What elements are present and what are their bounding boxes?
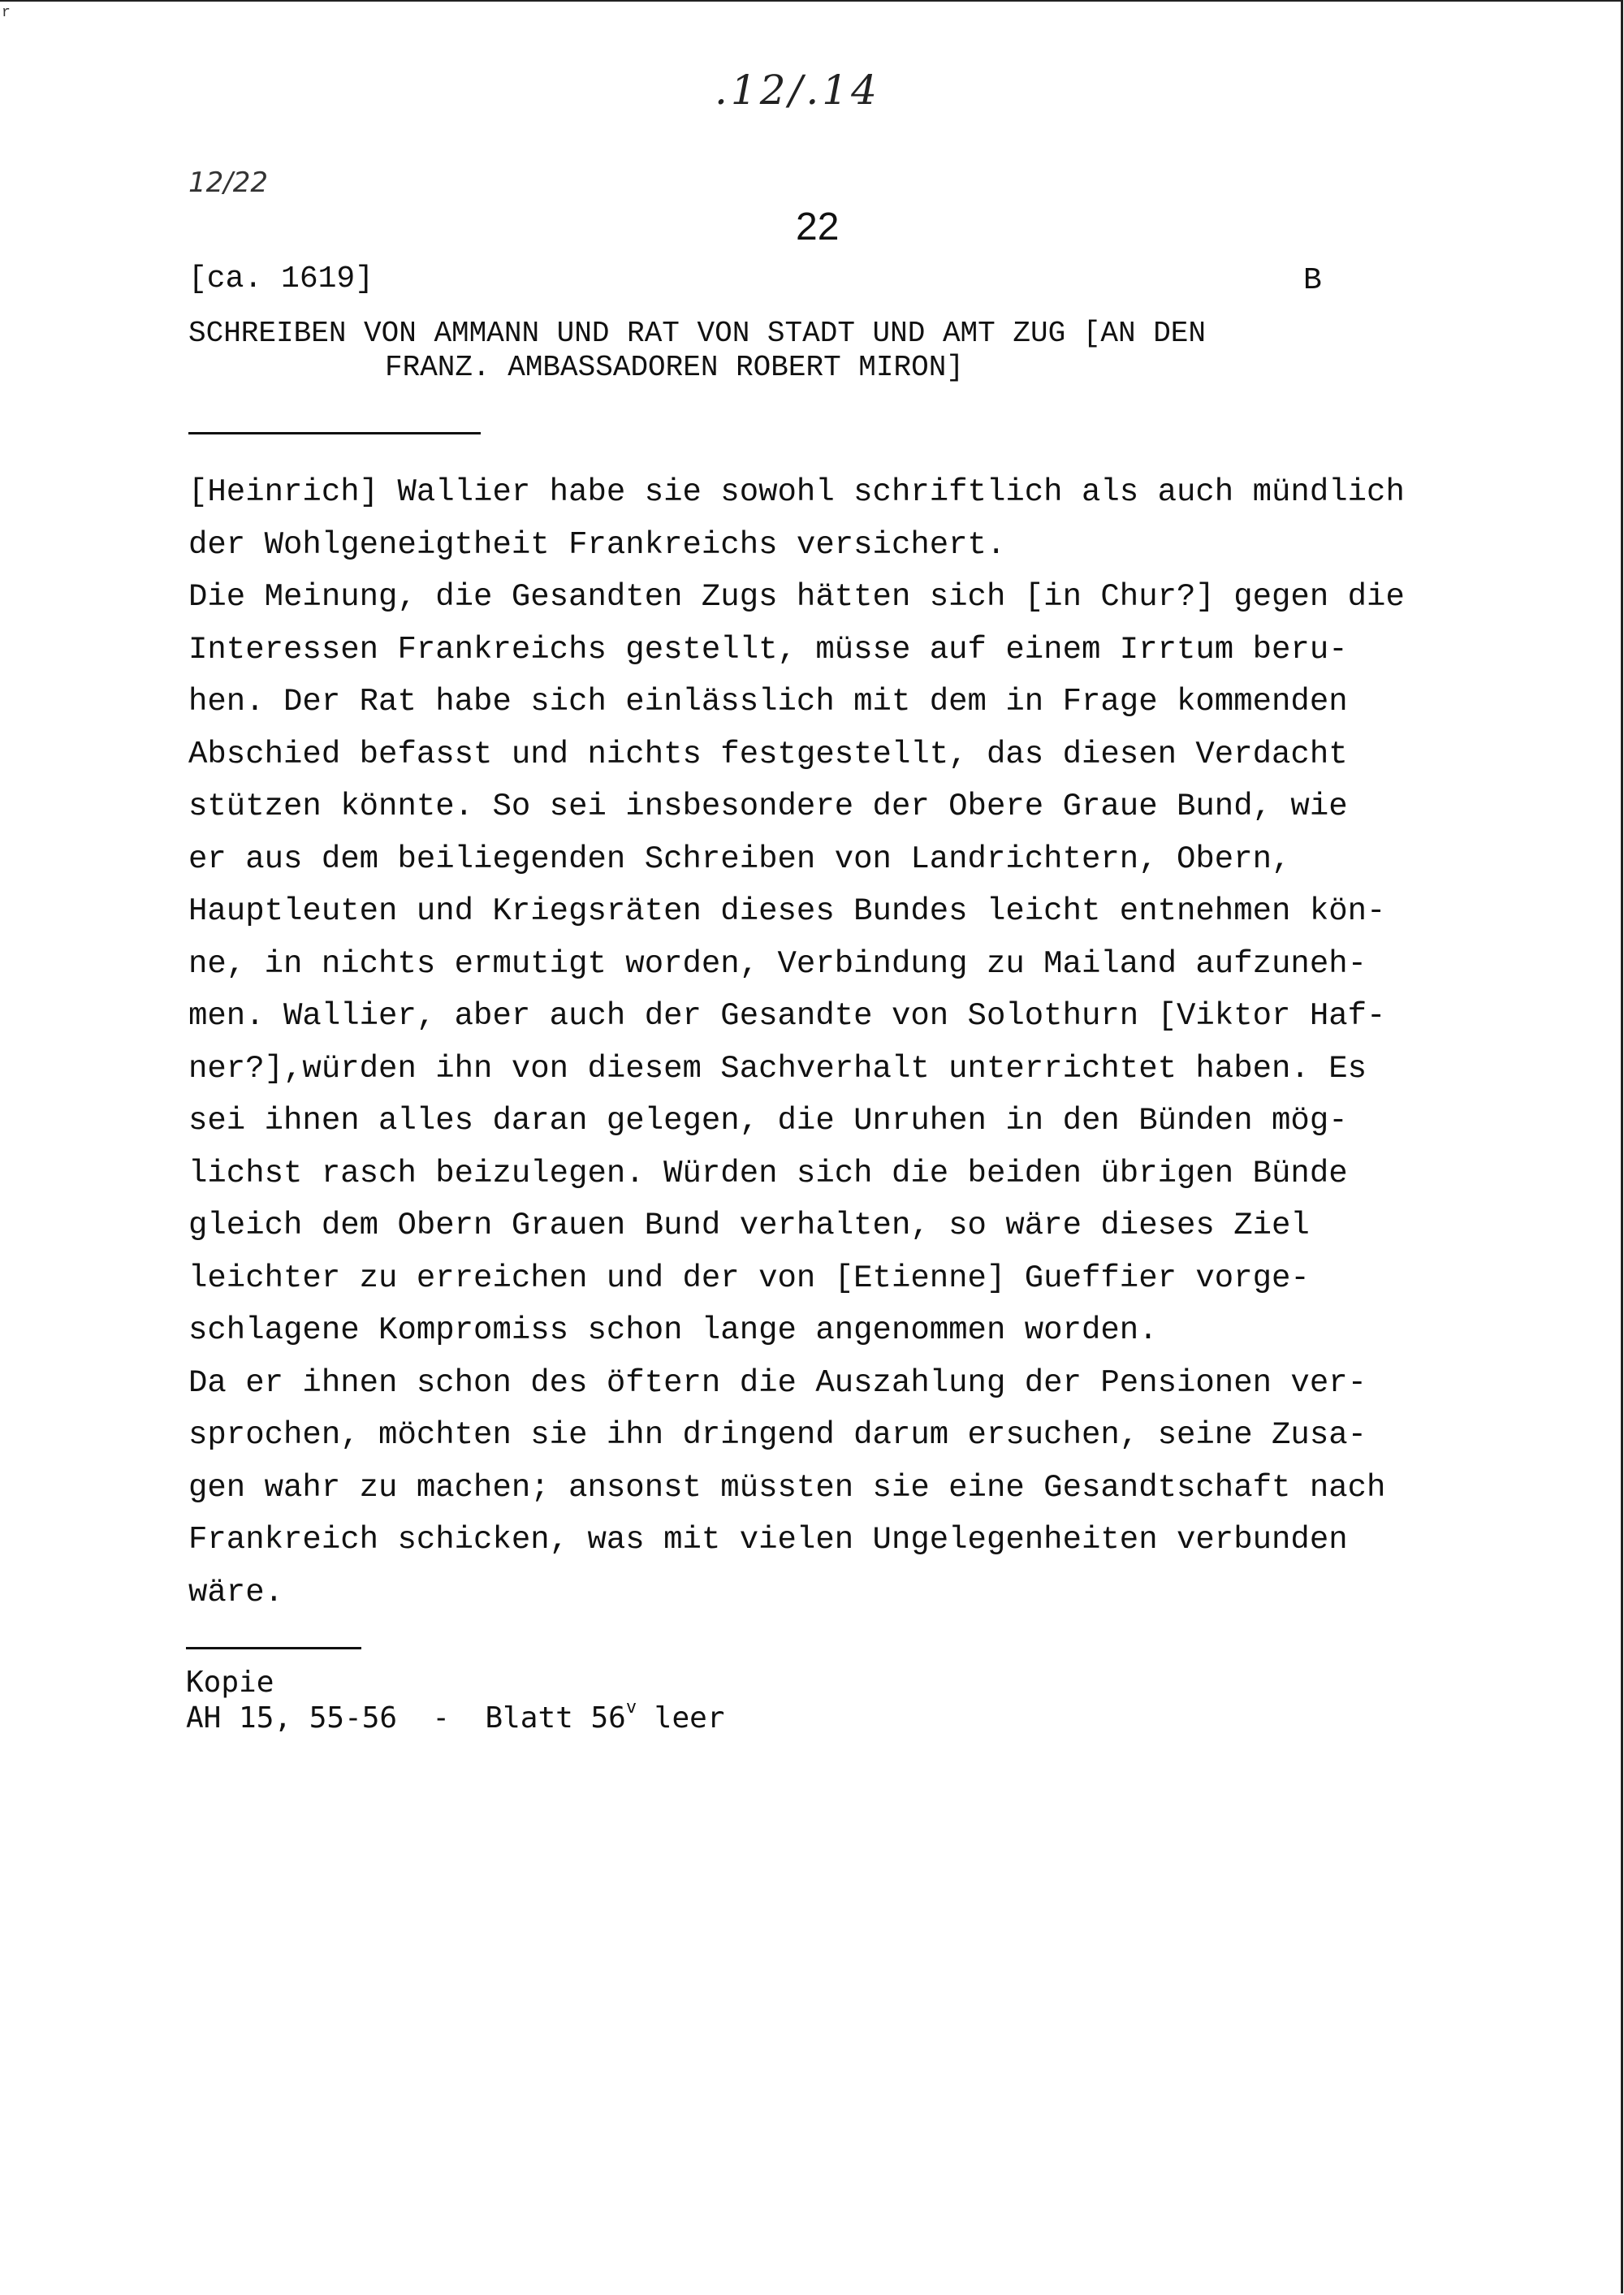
- document-number: 22: [796, 205, 840, 249]
- body-line: gleich dem Obern Grauen Bund verhalten, so wäre dieses Ziel: [188, 1208, 1310, 1243]
- corner-mark: r: [2, 5, 11, 21]
- title-line-1: SCHREIBEN VON AMMANN UND RAT VON STADT UND AMT ZUG [AN DEN: [188, 317, 1207, 350]
- body-line: schlagene Kompromiss schon lange angenommen worden.: [188, 1312, 1158, 1348]
- body-line: stützen könnte. So sei insbesondere der Obere Graue Bund, wie: [188, 789, 1348, 824]
- footer-divider: [186, 1647, 361, 1649]
- body-line: men. Wallier, aber auch der Gesandte von Solothurn [Viktor Haf-: [188, 998, 1386, 1034]
- document-title: [188, 317, 1488, 385]
- handwritten-page-number: .12/.14: [715, 67, 880, 114]
- body-line: gen wahr zu machen; ansonst müssten sie eine Gesandtschaft nach: [188, 1469, 1386, 1506]
- source-footer: [186, 1665, 724, 1736]
- body-line: leichter zu erreichen und der von [Etienne] Gueffier vorge-: [188, 1260, 1310, 1296]
- footer-note: leer: [637, 1701, 725, 1735]
- body-line: hen. Der Rat habe sich einlässlich mit dem in Frage kommenden: [188, 684, 1348, 720]
- body-line: sei ihnen alles daran gelegen, die Unruhen in den Bünden mög-: [188, 1103, 1348, 1139]
- document-letter: B: [1303, 263, 1322, 298]
- title-line-2: FRANZ. AMBASSADOREN ROBERT MIRON]: [385, 351, 964, 384]
- footer-superscript: v: [625, 1697, 637, 1718]
- body-line: lichst rasch beizulegen. Würden sich die beiden übrigen Bünde: [188, 1155, 1348, 1191]
- body-line: Interessen Frankreichs gestellt, müsse auf einem Irrtum beru-: [188, 631, 1348, 668]
- body-line: Hauptleuten und Kriegsräten dieses Bundes leicht entnehmen kön-: [188, 893, 1386, 929]
- footer-reference: AH 15, 55-56 - Blatt 56: [186, 1701, 626, 1735]
- title-divider: [188, 432, 481, 434]
- body-line: Frankreich schicken, was mit vielen Ungelegenheiten verbunden: [188, 1522, 1348, 1558]
- body-line: ne, in nichts ermutigt worden, Verbindung zu Mailand aufzuneh-: [188, 945, 1367, 982]
- footer-reference-line: [186, 1697, 725, 1736]
- body-line: sprochen, möchten sie ihn dringend darum ersuchen, seine Zusa-: [188, 1417, 1367, 1453]
- body-line: Abschied befasst und nichts festgestellt, das diesen Verdacht: [188, 736, 1348, 772]
- body-line: ner?],würden ihn von diesem Sachverhalt unterrichtet haben. Es: [188, 1050, 1367, 1087]
- footer-type: Kopie: [186, 1666, 274, 1699]
- document-date: [ca. 1619]: [188, 261, 374, 296]
- body-line: Da er ihnen schon des öftern die Auszahlung der Pensionen ver-: [188, 1364, 1367, 1401]
- body-line: der Wohlgeneigtheit Frankreichs versichert.: [188, 526, 1006, 563]
- document-body: [188, 466, 1504, 1619]
- body-line: wäre.: [188, 1574, 284, 1610]
- body-line: Die Meinung, die Gesandten Zugs hätten sich [in Chur?] gegen die: [188, 579, 1405, 615]
- file-reference: 12/22: [188, 166, 268, 199]
- body-line: er aus dem beiliegenden Schreiben von Landrichtern, Obern,: [188, 841, 1291, 877]
- body-line: [Heinrich] Wallier habe sie sowohl schriftlich als auch mündlich: [188, 474, 1405, 510]
